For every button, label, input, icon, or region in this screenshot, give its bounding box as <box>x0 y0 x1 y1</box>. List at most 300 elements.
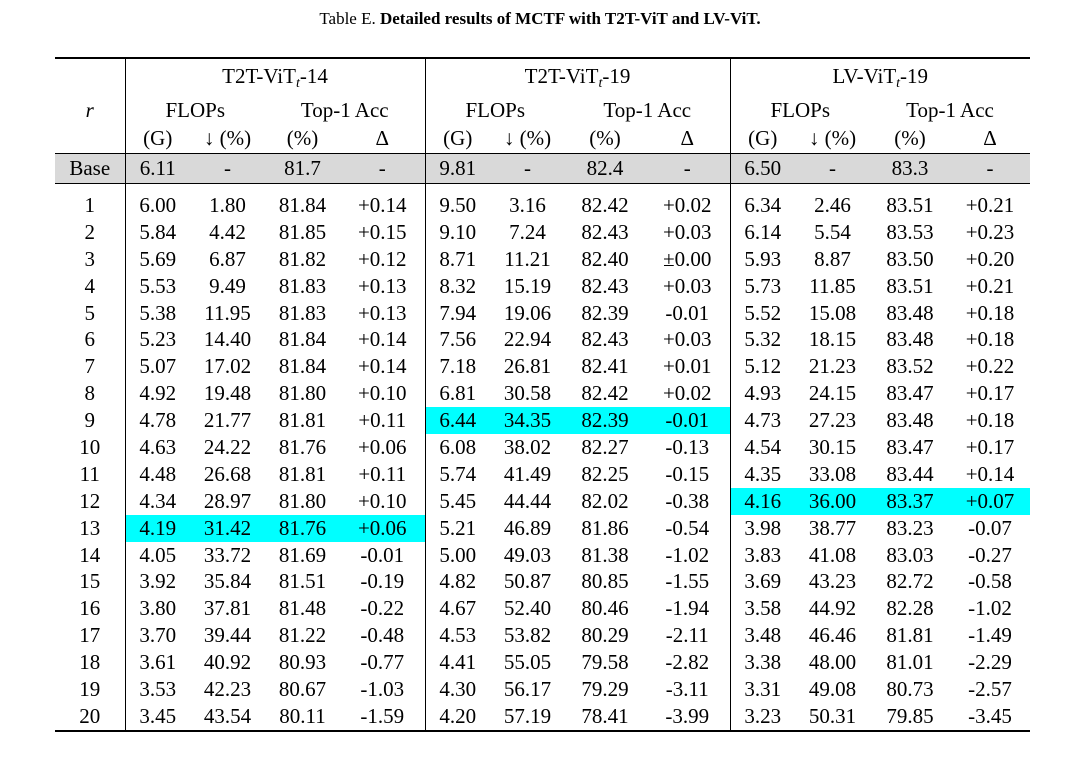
table-row <box>55 273 1030 300</box>
table-cell: 4.30 <box>425 676 490 703</box>
table-cell: +0.15 <box>357 219 407 244</box>
table-cell: -0.48 <box>360 623 405 648</box>
unit-header: (G) <box>730 124 795 154</box>
table-cell: 35.84 <box>203 569 252 594</box>
table-cell: 44.92 <box>808 596 857 621</box>
table-cell: 4.67 <box>425 595 490 622</box>
r-value: 9 <box>84 408 95 433</box>
flops-header: FLOPs <box>425 97 565 124</box>
table-cell: - <box>950 154 1030 184</box>
table-row <box>55 246 1030 273</box>
table-cell: 37.81 <box>203 596 252 621</box>
table-cell: 8.32 <box>425 273 490 300</box>
table-row <box>55 326 1030 353</box>
r-value: 4 <box>84 273 95 298</box>
table-cell: +0.06 <box>357 434 407 459</box>
table-cell: 42.23 <box>203 676 252 701</box>
table-cell: 5.69 <box>125 246 190 273</box>
table-cell: +0.10 <box>357 488 407 513</box>
table-cell: 6.34 <box>730 192 795 219</box>
table-cell: - <box>795 154 870 184</box>
table-cell: 80.29 <box>581 623 629 648</box>
table-cell: 80.85 <box>581 569 629 594</box>
r-value: 10 <box>79 434 101 459</box>
table-cell: +0.06 <box>340 515 425 542</box>
table-cell: 83.03 <box>886 542 934 567</box>
table-cell: 19.06 <box>503 300 552 325</box>
table-cell: +0.14 <box>357 327 407 352</box>
table-row <box>55 461 1030 488</box>
table-cell: 83.47 <box>886 434 934 459</box>
table-cell: +0.11 <box>358 408 407 433</box>
table-cell: +0.21 <box>965 273 1015 298</box>
table-cell: 3.58 <box>730 595 795 622</box>
table-row <box>55 380 1030 407</box>
table-cell: +0.01 <box>662 354 712 379</box>
table-cell: +0.20 <box>965 246 1015 271</box>
table-cell: 82.43 <box>581 273 629 298</box>
table-cell: 5.84 <box>125 219 190 246</box>
table-cell: 81.76 <box>265 515 340 542</box>
table-cell: 3.80 <box>125 595 190 622</box>
table-cell: -1.02 <box>968 596 1012 621</box>
table-cell: -3.99 <box>665 703 710 728</box>
table-cell: 81.7 <box>265 154 340 184</box>
table-cell: 46.46 <box>808 623 857 648</box>
table-cell: 11.95 <box>204 300 251 325</box>
table-row <box>55 649 1030 676</box>
table-cell: 80.93 <box>278 650 327 675</box>
table-cell: 3.53 <box>125 676 190 703</box>
table-cell: 55.05 <box>503 650 552 675</box>
acc-header: Top-1 Acc <box>300 98 389 122</box>
acc-header: Top-1 Acc <box>906 98 994 122</box>
table-cell: 15.19 <box>503 273 552 298</box>
table-cell: 83.44 <box>886 461 934 486</box>
table-cell: +0.11 <box>358 461 407 486</box>
table-cell: 81.01 <box>886 650 934 675</box>
table-cell: -0.07 <box>968 515 1012 540</box>
table-cell: 9.50 <box>425 192 490 219</box>
unit-header: (%) <box>286 126 319 150</box>
r-value: 2 <box>84 219 95 244</box>
table-cell: +0.14 <box>357 192 407 217</box>
table-cell: 4.42 <box>209 219 246 244</box>
table-cell: 81.84 <box>278 354 327 379</box>
model-header: T2T-ViT$_t$-19 <box>425 59 730 97</box>
table-cell: 83.47 <box>886 381 934 406</box>
r-value: 15 <box>79 569 101 594</box>
table-cell: 5.07 <box>125 353 190 380</box>
unit-header: Δ <box>983 126 997 150</box>
header-metric-row <box>55 97 1030 124</box>
table-cell: 46.89 <box>503 515 552 540</box>
table-row <box>55 353 1030 380</box>
table-cell: 83.48 <box>886 327 934 352</box>
table-cell: 15.08 <box>808 300 857 325</box>
base-label: Base <box>55 154 125 184</box>
table-cell: 80.11 <box>279 703 326 728</box>
table-cell: +0.18 <box>965 327 1015 352</box>
table-cell: 81.81 <box>886 623 934 648</box>
r-value: 3 <box>84 246 95 271</box>
table-cell: 30.15 <box>808 434 857 459</box>
table-cell: 44.44 <box>503 488 552 513</box>
table-row <box>55 515 1030 542</box>
table-cell: -0.27 <box>968 542 1012 567</box>
table-cell: 81.84 <box>278 327 327 352</box>
table-cell: 11.21 <box>504 246 551 271</box>
table-cell: 82.42 <box>581 192 629 217</box>
table-cell: -1.59 <box>360 703 405 728</box>
table-cell: 82.43 <box>581 327 629 352</box>
r-value: 18 <box>79 650 101 675</box>
table-cell: 4.78 <box>125 407 190 434</box>
table-cell: 4.35 <box>730 461 795 488</box>
r-value: 16 <box>79 596 101 621</box>
caption-prefix: Table E. <box>319 9 376 28</box>
table-cell: 26.81 <box>503 354 552 379</box>
table-row <box>55 300 1030 327</box>
table-cell: -0.19 <box>360 569 405 594</box>
table-cell: 41.08 <box>808 542 857 567</box>
table-cell: 82.40 <box>581 246 629 271</box>
table-cell: 9.81 <box>425 154 490 184</box>
table-cell: 24.22 <box>203 434 252 459</box>
table-cell: 7.24 <box>509 219 546 244</box>
table-cell: -0.01 <box>360 542 405 567</box>
unit-header: ↓ (%) <box>203 126 252 150</box>
table-cell: 4.41 <box>425 649 490 676</box>
table-row <box>55 219 1030 246</box>
table-cell: 6.81 <box>425 380 490 407</box>
table-cell: 3.31 <box>730 676 795 703</box>
table-cell: +0.02 <box>662 381 712 406</box>
table-cell: 81.22 <box>278 623 327 648</box>
table-cell: 4.16 <box>730 488 795 515</box>
table-cell: 43.54 <box>203 703 252 728</box>
r-value: 20 <box>79 703 101 728</box>
table-cell: +0.13 <box>357 300 407 325</box>
table-cell: -1.94 <box>665 596 710 621</box>
table-cell: 82.25 <box>581 461 629 486</box>
table-cell: 82.4 <box>565 154 645 184</box>
table-row <box>55 568 1030 595</box>
table-cell: 17.02 <box>203 354 252 379</box>
table-cell: 80.67 <box>278 676 327 701</box>
table-cell: 27.23 <box>808 408 857 433</box>
table-cell: 4.34 <box>125 488 190 515</box>
table-cell: 81.69 <box>278 542 327 567</box>
r-value: 12 <box>79 488 101 513</box>
table-row <box>55 676 1030 703</box>
table-cell: 4.19 <box>125 515 190 542</box>
table-cell: 83.3 <box>870 154 950 184</box>
table-cell: 6.14 <box>730 219 795 246</box>
table-cell: 7.56 <box>425 326 490 353</box>
table-cell: +0.17 <box>965 381 1015 406</box>
base-row <box>55 154 1030 184</box>
table-cell: 18.15 <box>808 327 857 352</box>
table-cell: -0.58 <box>968 569 1012 594</box>
table-cell: 80.73 <box>886 676 934 701</box>
table-row <box>55 595 1030 622</box>
table-cell: -0.77 <box>360 650 405 675</box>
table-cell: 5.93 <box>730 246 795 273</box>
table-cell: -2.82 <box>665 650 710 675</box>
table-cell: 49.08 <box>808 676 857 701</box>
table-cell: 82.39 <box>581 300 629 325</box>
table-cell: 8.71 <box>425 246 490 273</box>
table-cell: 80.46 <box>581 596 629 621</box>
table-cell: -3.11 <box>665 676 709 701</box>
unit-header: ↓ (%) <box>808 126 857 150</box>
table-cell: 82.72 <box>886 569 934 594</box>
table-cell: 4.82 <box>425 568 490 595</box>
header-model-row <box>55 59 1030 97</box>
table-row <box>55 407 1030 434</box>
table-cell: 52.40 <box>503 596 552 621</box>
r-value: 11 <box>79 461 100 486</box>
table-cell: -0.22 <box>360 596 405 621</box>
table-cell: +0.23 <box>965 219 1015 244</box>
table-cell: 81.81 <box>278 408 327 433</box>
r-header: r <box>85 98 94 122</box>
table-cell: 4.54 <box>730 434 795 461</box>
table-row <box>55 542 1030 569</box>
table-cell: 21.23 <box>808 354 857 379</box>
table-cell: -1.55 <box>665 569 710 594</box>
table-cell: 19.48 <box>203 381 252 406</box>
table-cell: 81.76 <box>278 434 327 459</box>
table-cell: 38.02 <box>503 434 552 459</box>
unit-header: (G) <box>125 124 190 154</box>
table-cell: 9.10 <box>425 219 490 246</box>
table-cell: +0.21 <box>965 192 1015 217</box>
table-cell: 2.46 <box>814 192 851 217</box>
table-cell: 33.08 <box>808 461 857 486</box>
table-cell: 53.82 <box>503 623 552 648</box>
table-cell: +0.12 <box>357 246 407 271</box>
table-cell: 83.51 <box>886 192 934 217</box>
r-value: 1 <box>84 192 95 217</box>
table-cell: 31.42 <box>190 515 265 542</box>
table-cell: 4.63 <box>125 434 190 461</box>
table-row <box>55 703 1030 731</box>
table-cell: -1.49 <box>968 623 1012 648</box>
table-row <box>55 622 1030 649</box>
table-cell: -2.57 <box>968 676 1012 701</box>
table-cell: 3.70 <box>125 622 190 649</box>
table-cell: 79.58 <box>581 650 629 675</box>
table-cell: 83.23 <box>886 515 934 540</box>
r-value: 6 <box>84 327 95 352</box>
table-row <box>55 488 1030 515</box>
table-cell: 79.85 <box>886 703 934 728</box>
table-cell: 5.12 <box>730 353 795 380</box>
table-cell: -0.38 <box>665 488 710 513</box>
table-cell: +0.10 <box>357 381 407 406</box>
table-cell: 81.85 <box>278 219 327 244</box>
header-unit-row <box>55 124 1030 154</box>
table-cell: 3.69 <box>730 568 795 595</box>
table-cell: 5.38 <box>125 300 190 327</box>
table-cell: 6.11 <box>125 154 190 184</box>
table-cell: ±0.00 <box>663 246 712 271</box>
table-cell: 4.73 <box>730 407 795 434</box>
table-cell: 81.84 <box>278 192 327 217</box>
table-cell: 57.19 <box>503 703 552 728</box>
table-cell: 4.93 <box>730 380 795 407</box>
table-cell: 4.48 <box>125 461 190 488</box>
table-cell: 3.48 <box>730 622 795 649</box>
table-cell: 4.92 <box>125 380 190 407</box>
model-header: LV-ViT$_t$-19 <box>730 59 1030 97</box>
table-cell: 24.15 <box>808 381 857 406</box>
table-cell: 5.45 <box>425 488 490 515</box>
table-cell: 3.16 <box>509 192 546 217</box>
table-cell: +0.13 <box>357 273 407 298</box>
table-cell: -1.02 <box>665 542 710 567</box>
table-cell: 82.27 <box>581 434 629 459</box>
table-cell: 4.53 <box>425 622 490 649</box>
results-table <box>55 57 1030 732</box>
table-cell: 83.50 <box>886 246 934 271</box>
r-value: 7 <box>84 354 95 379</box>
table-cell: 6.44 <box>425 407 490 434</box>
flops-header: FLOPs <box>730 97 870 124</box>
table-cell: 81.48 <box>278 596 327 621</box>
table-cell: 5.23 <box>125 326 190 353</box>
model-header: T2T-ViT$_t$-14 <box>125 59 425 97</box>
table-cell: 6.00 <box>125 192 190 219</box>
table-cell: 82.42 <box>581 381 629 406</box>
table-cell: 6.87 <box>209 246 246 271</box>
table-cell: 6.50 <box>730 154 795 184</box>
table-cell: 26.68 <box>203 461 252 486</box>
table-cell: -0.15 <box>665 461 710 486</box>
table-cell: -0.01 <box>665 300 710 325</box>
table-cell: 38.77 <box>808 515 857 540</box>
table-cell: 81.83 <box>278 273 327 298</box>
unit-header: (%) <box>894 126 926 150</box>
table-cell: 28.97 <box>203 488 252 513</box>
table-cell: 7.18 <box>425 353 490 380</box>
table-cell: -2.11 <box>665 623 709 648</box>
table-cell: 3.98 <box>730 515 795 542</box>
table-cell: 5.32 <box>730 326 795 353</box>
table-cell: +0.03 <box>662 219 712 244</box>
table-cell: +0.14 <box>357 354 407 379</box>
table-cell: 83.48 <box>886 408 934 433</box>
table-cell: 82.41 <box>581 354 629 379</box>
r-value: 5 <box>84 300 95 325</box>
table-cell: - <box>490 154 565 184</box>
unit-header: (%) <box>589 126 621 150</box>
table-cell: 82.43 <box>581 219 629 244</box>
table-cell: 6.08 <box>425 434 490 461</box>
table-cell: 1.80 <box>209 192 246 217</box>
table-cell: 78.41 <box>581 703 629 728</box>
table-cell: 5.54 <box>814 219 851 244</box>
table-cell: 81.86 <box>581 515 629 540</box>
table-cell: 30.58 <box>503 381 552 406</box>
table-cell: - <box>645 154 730 184</box>
table-cell: 48.00 <box>808 650 857 675</box>
table-cell: +0.18 <box>965 300 1015 325</box>
table-cell: 81.81 <box>278 461 327 486</box>
table-cell: 49.03 <box>503 542 552 567</box>
table-cell: -0.13 <box>665 434 710 459</box>
table-row <box>55 192 1030 219</box>
table-cell: 14.40 <box>203 327 252 352</box>
table-cell: 5.21 <box>425 515 490 542</box>
table-cell: +0.22 <box>965 354 1015 379</box>
table-cell: 3.23 <box>730 703 795 731</box>
bottom-rule <box>55 731 1030 732</box>
table-cell: 50.87 <box>503 569 552 594</box>
unit-header: Δ <box>680 126 694 150</box>
table-cell: 3.92 <box>125 568 190 595</box>
table-cell: 5.52 <box>730 300 795 327</box>
table-cell: 3.38 <box>730 649 795 676</box>
table-cell: 5.73 <box>730 273 795 300</box>
table-cell: +0.03 <box>662 327 712 352</box>
table-cell: 83.51 <box>886 273 934 298</box>
table-cell: 36.00 <box>795 488 870 515</box>
table-cell: 5.53 <box>125 273 190 300</box>
table-cell: 81.82 <box>278 246 327 271</box>
table-cell: 39.44 <box>203 623 252 648</box>
table-cell: 33.72 <box>203 542 252 567</box>
table-cell: 5.74 <box>425 461 490 488</box>
table-cell: +0.18 <box>965 408 1015 433</box>
unit-header: Δ <box>375 126 389 150</box>
table-cell: 3.61 <box>125 649 190 676</box>
flops-header: FLOPs <box>125 97 265 124</box>
table-cell: 8.87 <box>814 246 851 271</box>
table-cell: 81.80 <box>278 488 327 513</box>
table-cell: 82.28 <box>886 596 934 621</box>
unit-header: ↓ (%) <box>503 126 552 150</box>
table-cell: 3.45 <box>125 703 190 731</box>
table-cell: 22.94 <box>503 327 552 352</box>
table-cell: 79.29 <box>581 676 629 701</box>
acc-header: Top-1 Acc <box>603 98 692 122</box>
r-value: 8 <box>84 381 95 406</box>
table-cell: 9.49 <box>209 273 246 298</box>
table-cell: 83.48 <box>886 300 934 325</box>
table-cell: 5.00 <box>425 542 490 569</box>
table-cell: 41.49 <box>503 461 552 486</box>
table-cell: -1.03 <box>360 676 405 701</box>
caption-title: Detailed results of MCTF with T2T-ViT and LV-ViT. <box>379 9 761 28</box>
table-cell: 3.83 <box>730 542 795 569</box>
table-cell: 7.94 <box>425 300 490 327</box>
table-cell: 83.53 <box>886 219 934 244</box>
table-cell: -0.01 <box>645 407 730 434</box>
table-cell: -2.29 <box>968 650 1012 675</box>
table-cell: 50.31 <box>808 703 857 728</box>
table-cell: 34.35 <box>490 407 565 434</box>
table-cell: 82.39 <box>565 407 645 434</box>
r-value: 13 <box>79 515 101 540</box>
table-row <box>55 434 1030 461</box>
table-cell: 4.05 <box>125 542 190 569</box>
table-cell: 40.92 <box>203 650 252 675</box>
table-cell: +0.17 <box>965 434 1015 459</box>
table-cell: +0.03 <box>662 273 712 298</box>
